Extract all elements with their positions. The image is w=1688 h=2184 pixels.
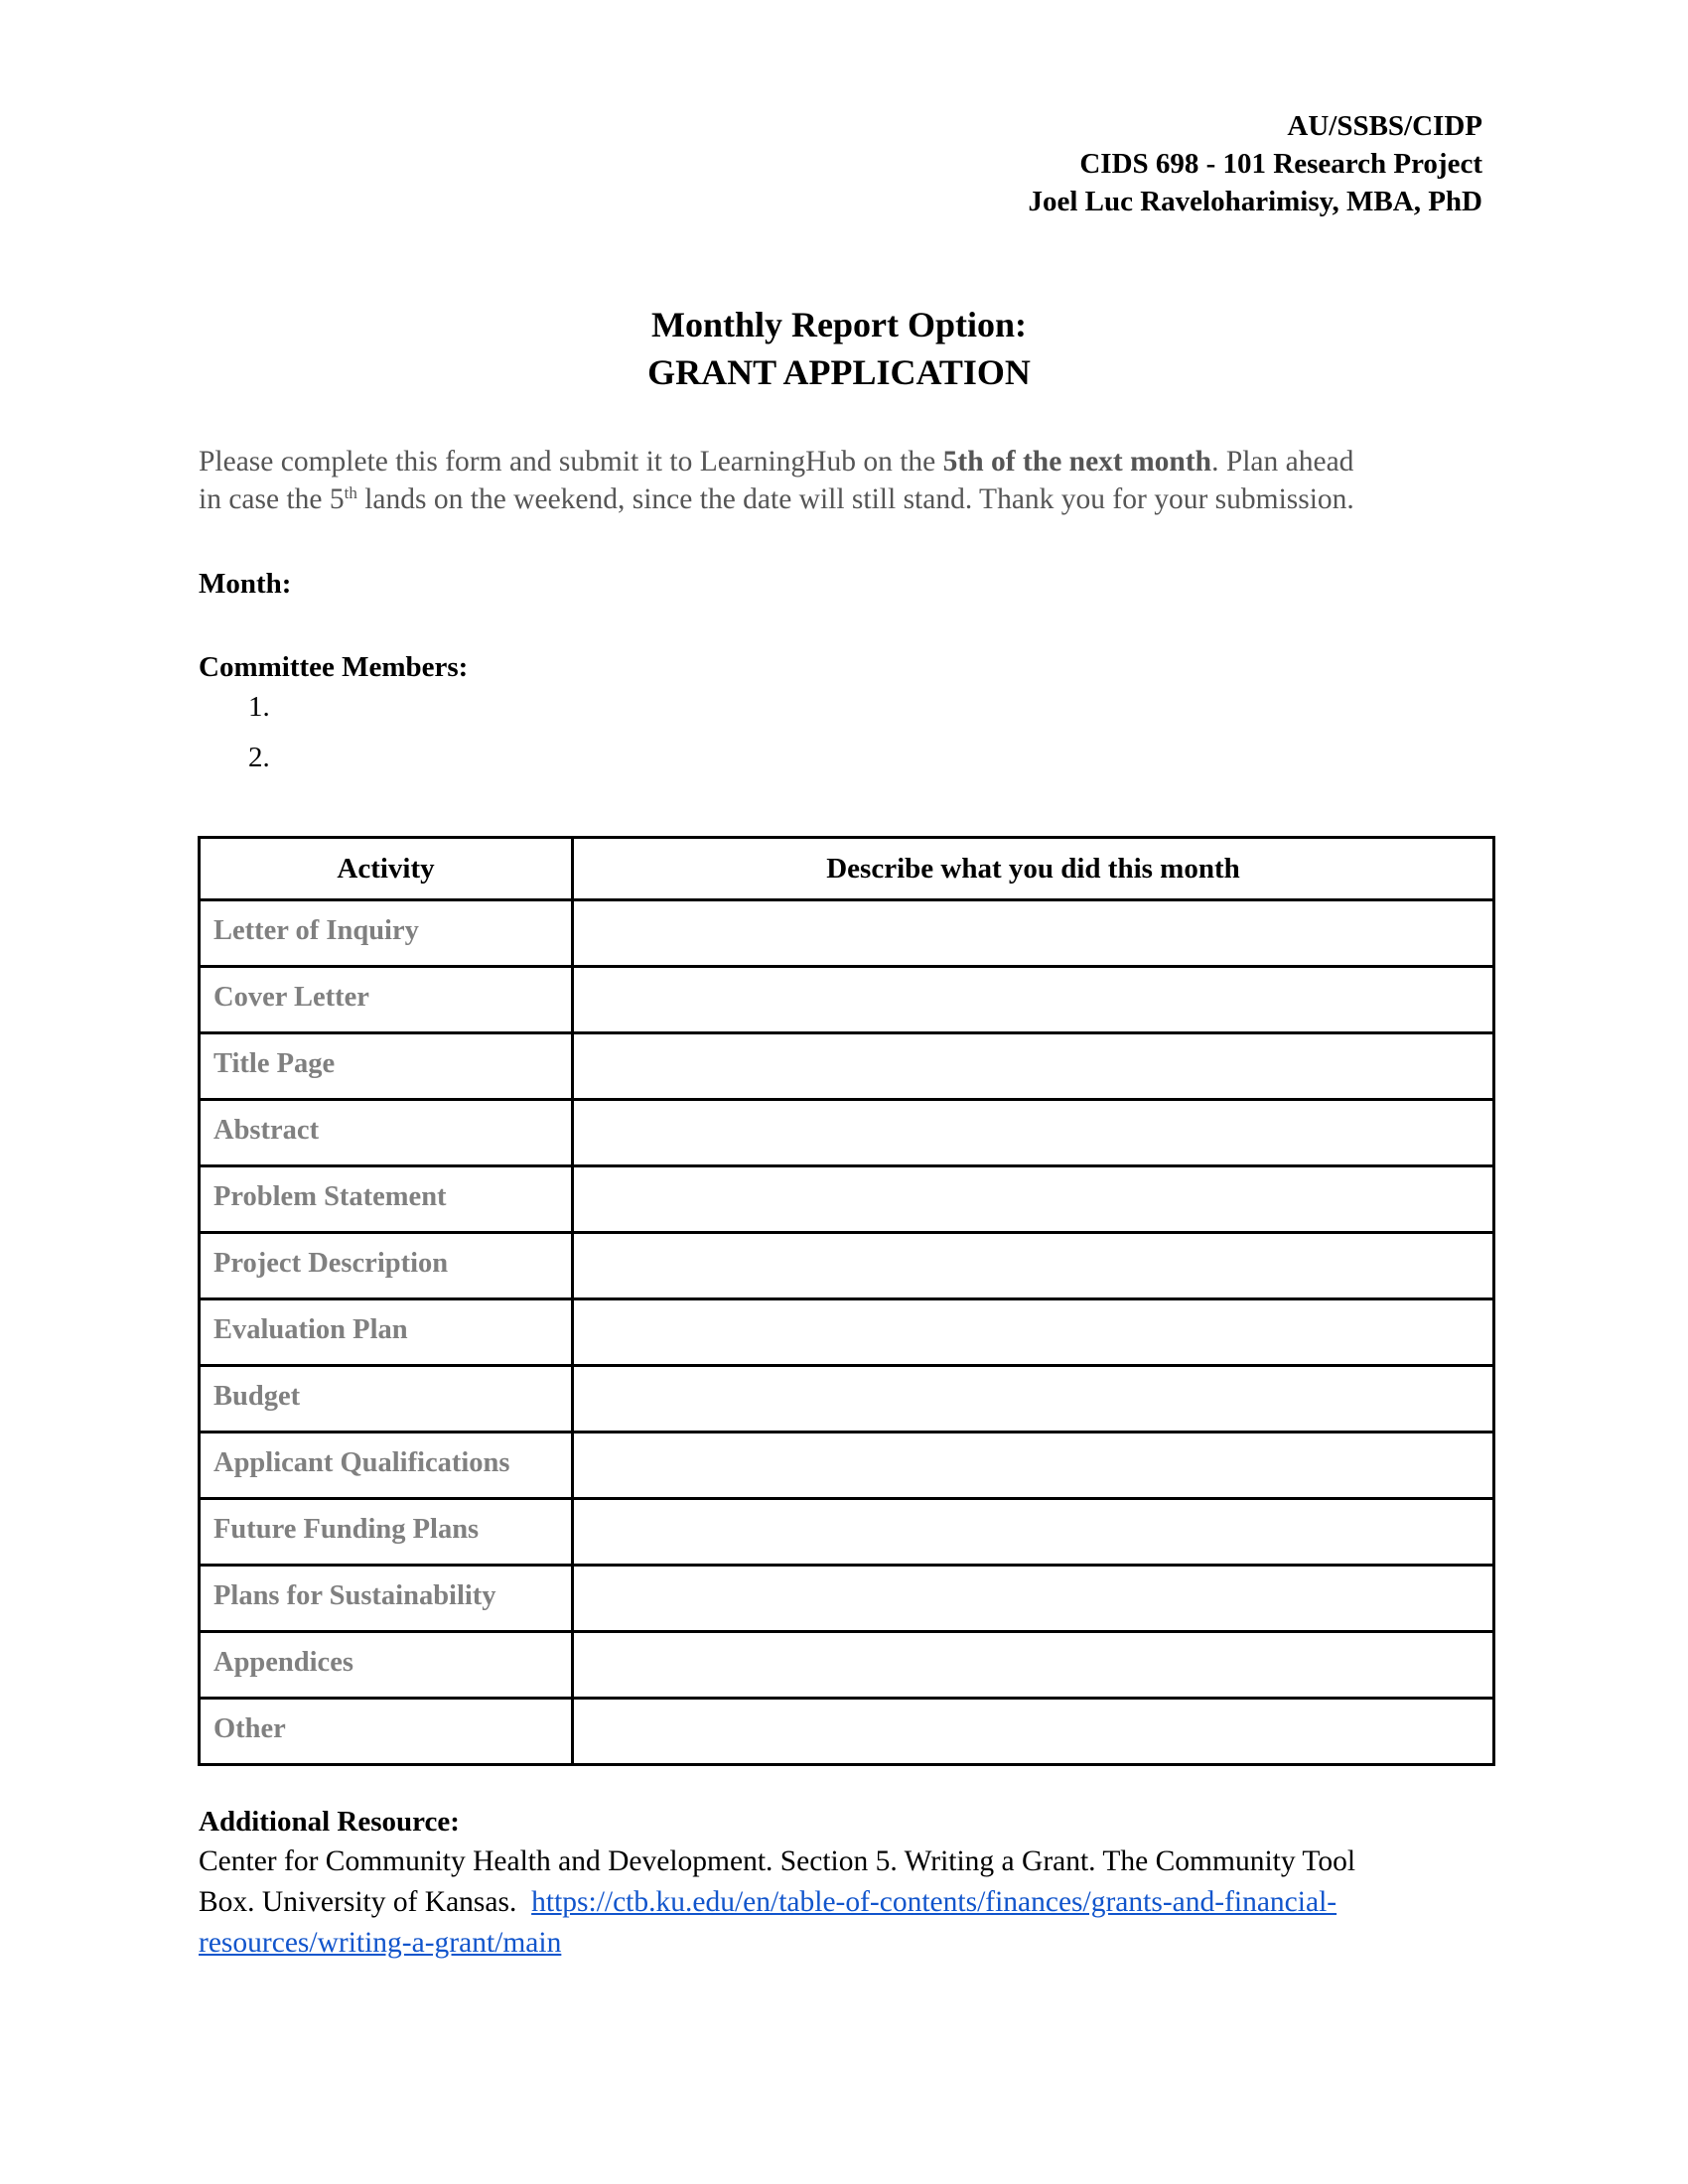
header-instructor: Joel Luc Raveloharimisy, MBA, PhD — [1028, 186, 1482, 217]
table-header-row — [200, 838, 1494, 900]
instructions-text: lands on the weekend, since the date will still stand. Thank you for your submission. — [356, 483, 1354, 515]
table-row — [200, 1699, 1494, 1765]
activity-cell: Budget — [200, 1366, 573, 1433]
committee-member-2: 2. — [248, 742, 270, 773]
description-cell[interactable] — [573, 1499, 1494, 1566]
instructions-line-1 — [199, 442, 1489, 481]
additional-resource-label: Additional Resource: — [199, 1806, 460, 1838]
header-course: CIDS 698 - 101 Research Project — [1079, 148, 1482, 180]
table-row — [200, 1033, 1494, 1100]
activity-cell: Title Page — [200, 1033, 573, 1100]
resource-link-continued[interactable]: resources/writing-a-grant/main — [199, 1927, 562, 1959]
resource-citation-line-1: Center for Community Health and Development. Section 5. Writing a Grant. The Community Tool — [199, 1845, 1356, 1877]
table-row — [200, 1566, 1494, 1632]
activity-cell: Plans for Sustainability — [200, 1566, 573, 1632]
description-cell[interactable] — [573, 1299, 1494, 1366]
description-cell[interactable] — [573, 967, 1494, 1033]
committee-member-1: 1. — [248, 691, 270, 723]
column-header-activity: Activity — [200, 838, 573, 900]
activity-cell: Problem Statement — [200, 1166, 573, 1233]
table-row — [200, 1100, 1494, 1166]
activity-cell: Cover Letter — [200, 967, 573, 1033]
description-cell[interactable] — [573, 1566, 1494, 1632]
page-subtitle: GRANT APPLICATION — [647, 352, 1031, 392]
column-header-description: Describe what you did this month — [573, 838, 1494, 900]
description-cell[interactable] — [573, 1233, 1494, 1299]
description-cell[interactable] — [573, 1100, 1494, 1166]
month-label: Month: — [199, 568, 292, 600]
description-cell[interactable] — [573, 900, 1494, 967]
instructions-line-2 — [199, 479, 1489, 519]
activity-cell: Project Description — [200, 1233, 573, 1299]
ordinal-superscript: th — [344, 483, 357, 502]
activity-cell: Applicant Qualifications — [200, 1433, 573, 1499]
table-row — [200, 1433, 1494, 1499]
activity-cell: Appendices — [200, 1632, 573, 1699]
instructions-text: in case the 5 — [199, 483, 345, 515]
activity-cell: Letter of Inquiry — [200, 900, 573, 967]
table-row — [200, 900, 1494, 967]
description-cell[interactable] — [573, 1366, 1494, 1433]
instructions-text: Please complete this form and submit it to LearningHub on the — [199, 446, 943, 478]
activity-cell: Future Funding Plans — [200, 1499, 573, 1566]
activity-cell: Other — [200, 1699, 573, 1765]
instructions-text: . Plan ahead — [1211, 446, 1354, 478]
description-cell[interactable] — [573, 1166, 1494, 1233]
activity-cell: Abstract — [200, 1100, 573, 1166]
activity-cell: Evaluation Plan — [200, 1299, 573, 1366]
table-row — [200, 1299, 1494, 1366]
table-row — [200, 1233, 1494, 1299]
resource-citation-text: Box. University of Kansas. — [199, 1886, 532, 1918]
committee-members-label: Committee Members: — [199, 651, 469, 683]
description-cell[interactable] — [573, 1699, 1494, 1765]
table-row — [200, 1499, 1494, 1566]
deadline-emphasis: 5th of the next month — [942, 446, 1212, 478]
table-row — [200, 1366, 1494, 1433]
table-row — [200, 1166, 1494, 1233]
resource-citation-line-2 — [199, 1882, 1499, 1923]
resource-citation-line-3 — [199, 1923, 1499, 1964]
description-cell[interactable] — [573, 1033, 1494, 1100]
activity-table — [198, 836, 1495, 1766]
resource-link[interactable]: https://ctb.ku.edu/en/table-of-contents/finances/grants-and-financial- — [531, 1886, 1337, 1918]
table-row — [200, 967, 1494, 1033]
description-cell[interactable] — [573, 1632, 1494, 1699]
table-row — [200, 1632, 1494, 1699]
page-title: Monthly Report Option: — [651, 305, 1027, 344]
header-institution: AU/SSBS/CIDP — [1287, 110, 1482, 142]
description-cell[interactable] — [573, 1433, 1494, 1499]
